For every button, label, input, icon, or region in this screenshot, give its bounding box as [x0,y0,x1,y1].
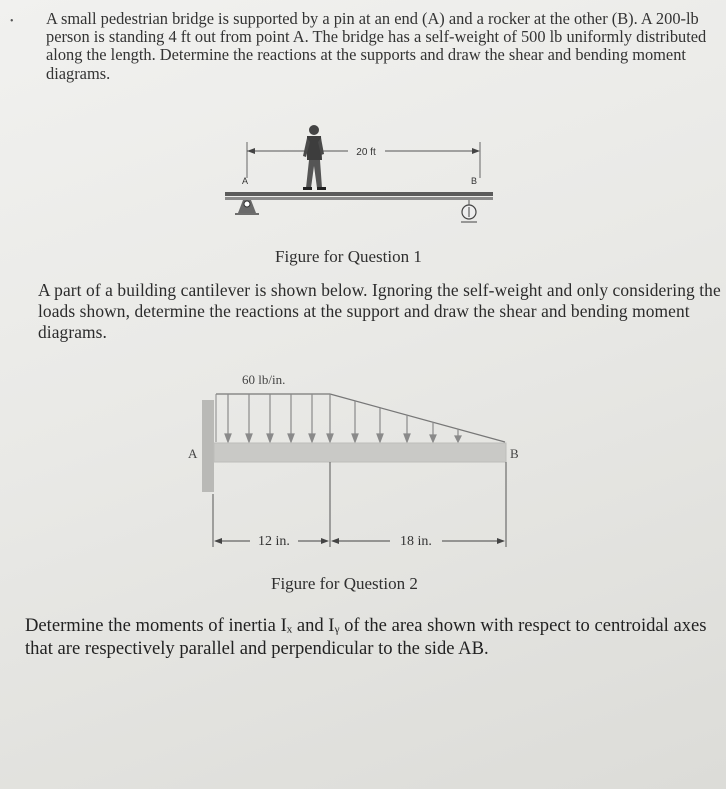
dim-2-label: 18 in. [400,534,432,549]
cantilever-figure [180,364,540,560]
rocker-support-b [461,200,477,222]
margin-dot: • [10,16,14,27]
bridge-figure [225,118,505,230]
pin-support-a [235,200,259,214]
figure-1-caption: Figure for Question 1 [275,247,422,266]
question-1-text: A small pedestrian bridge is supported by a pin at an end (A) and a rocker at the other (B). A 200-lb person is standing 4 ft out from point A. The bridge has a self-weight of 500 lb uniformly distributed along the length. Determine the reactions at the supports and draw the shear and bending moment diagrams. [46,9,707,83]
support-b-label: B [471,176,478,186]
dim-1-label: 12 in. [258,534,290,549]
dim-arrow-right [472,148,480,154]
figure-2-caption: Figure for Question 2 [271,574,418,593]
bridge-deck [225,192,493,196]
span-label: 20 ft [356,147,376,158]
end-b-label: B [510,446,519,461]
wall-support [202,400,214,492]
support-a-label: A [242,176,249,186]
person-figure [303,125,326,190]
question-3-text: Determine the moments of inertia Iₓ and Iᵧ of the area shown with respect to centroidal axes that are respectively parallel and perpendicular to the side AB. [25,615,707,659]
dim-arrow-left [247,148,255,154]
load-arrows [225,394,461,442]
question-2-text: A part of a building cantilever is shown below. Ignoring the self-weight and only considering the loads shown, determine the reactions at the support and draw the shear and bending moment diagrams. [38,280,721,342]
load-label: 60 lb/in. [242,372,286,387]
bridge-deck-lower [225,197,493,200]
cantilever-beam [214,443,506,462]
end-a-label: A [188,446,198,461]
